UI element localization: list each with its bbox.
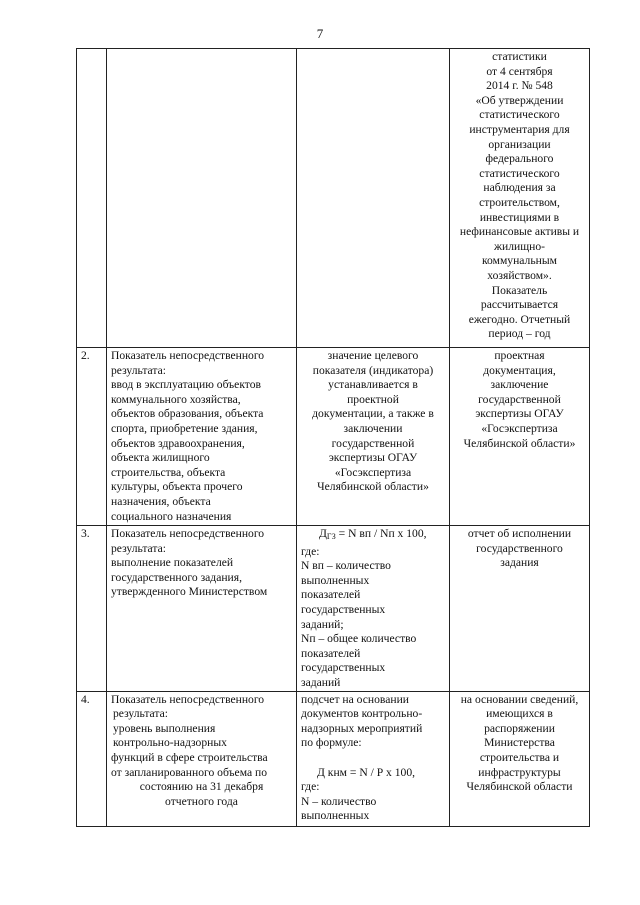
method-line: «Госэкспертиза xyxy=(334,465,412,479)
method-line: заданий; xyxy=(301,617,344,631)
source-line: статистического xyxy=(479,108,560,122)
method-line: Д кнм = N / Р х 100, xyxy=(317,765,416,779)
indicator-line: назначения, объекта xyxy=(111,494,211,508)
formula-subscript: ГЗ xyxy=(326,532,336,541)
method-line: N – количество xyxy=(301,794,377,808)
indicator-line: коммунального хозяйства, xyxy=(111,392,241,406)
source-line: коммунальным xyxy=(482,254,557,268)
row-number: 3. xyxy=(77,526,107,692)
indicator-cell xyxy=(107,49,297,348)
method-line: показателей xyxy=(301,646,361,660)
source-line: инвестициями в xyxy=(479,210,560,224)
source-line: жилищно- xyxy=(494,239,545,253)
method-line: государственных xyxy=(301,602,386,616)
source-cell xyxy=(450,49,590,348)
method-line: значение целевого xyxy=(327,349,419,362)
source-line: имеющихся в xyxy=(486,707,553,721)
table-row xyxy=(77,691,590,826)
method-line: экспертизы ОГАУ xyxy=(328,451,418,465)
source-line: статистики xyxy=(492,50,547,63)
source-cell xyxy=(450,526,590,692)
indicator-table xyxy=(76,48,590,827)
method-line: подсчет на основании xyxy=(301,692,409,706)
method-line: выполненных xyxy=(301,809,370,823)
source-line: распоряжении xyxy=(484,721,555,735)
indicator-line: результата: xyxy=(111,363,166,377)
method-line: выполненных xyxy=(301,573,370,587)
method-line: Челябинской области» xyxy=(317,480,429,494)
method-line: заключении xyxy=(343,421,403,435)
method-line: Nп – общее количество xyxy=(301,632,417,646)
source-line: наблюдения за xyxy=(483,181,556,195)
formula-line xyxy=(301,527,445,545)
method-line: устанавливается в xyxy=(328,378,418,392)
method-line: где: xyxy=(301,544,320,558)
method-line: документации, а также в xyxy=(312,407,434,421)
source-line: 2014 г. № 548 xyxy=(486,79,553,93)
source-line: организации xyxy=(488,137,551,151)
source-line: инструментария для xyxy=(469,122,570,136)
method-line: где: xyxy=(301,780,320,794)
source-line: период – год xyxy=(488,327,551,341)
indicator-line: строительства, объекта xyxy=(111,465,226,479)
source-line: хозяйством». xyxy=(487,268,552,282)
source-line: проектная xyxy=(494,349,545,362)
indicator-line: выполнение показателей xyxy=(111,556,234,570)
source-line: нефинансовые активы и xyxy=(459,225,580,239)
source-line: заключение xyxy=(490,378,549,392)
source-line: «Госэкспертиза xyxy=(481,421,558,435)
indicator-line: Показатель непосредственного xyxy=(111,692,265,706)
row-number: 4. xyxy=(77,691,107,826)
source-line: статистического xyxy=(479,166,560,180)
source-line: на основании сведений, xyxy=(460,692,579,706)
method-line: заданий xyxy=(301,675,341,689)
source-line: отчет об исполнении xyxy=(467,527,572,540)
indicator-line: отчетного года xyxy=(165,794,238,808)
source-line: государственной xyxy=(478,392,561,406)
source-line: от 4 сентября xyxy=(486,64,553,78)
source-line: строительства и xyxy=(479,750,560,764)
source-line: федерального xyxy=(485,152,554,166)
source-line: Челябинской области xyxy=(466,780,573,794)
source-cell xyxy=(450,691,590,826)
formula-rhs: = N вп / Nп х 100, xyxy=(335,527,427,540)
source-line: Министерства xyxy=(484,736,555,750)
indicator-line: результата: xyxy=(113,707,168,721)
method-cell xyxy=(297,49,450,348)
indicator-cell xyxy=(107,691,297,826)
row-number: 2. xyxy=(77,348,107,526)
source-line: Челябинской области» xyxy=(463,436,576,450)
table-row xyxy=(77,526,590,692)
method-line: показателя (индикатора) xyxy=(312,363,434,377)
source-line: «Об утверждении xyxy=(475,93,564,107)
method-line: N вп – количество xyxy=(301,559,391,573)
indicator-line: функций в сфере строительства xyxy=(111,750,268,764)
method-cell xyxy=(297,526,450,692)
source-line: задания xyxy=(500,556,539,570)
method-line: проектной xyxy=(347,392,399,406)
indicator-line: государственного задания, xyxy=(111,570,242,584)
source-line: ежегодно. Отчетный xyxy=(468,312,571,326)
indicator-line: утвержденного Министерством xyxy=(111,585,268,599)
source-line: экспертизы ОГАУ xyxy=(475,407,564,421)
indicator-line: Показатель непосредственного xyxy=(111,527,265,540)
indicator-line: спорта, приобретение здания, xyxy=(111,421,258,435)
page-number: 7 xyxy=(316,26,324,41)
method-line: по формуле: xyxy=(301,736,362,750)
indicator-line: результата: xyxy=(111,541,166,555)
method-line: показателей xyxy=(301,588,361,602)
row-number xyxy=(77,49,107,348)
table-row xyxy=(77,348,590,526)
indicator-line: контрольно-надзорных xyxy=(113,736,227,750)
source-line: Показатель xyxy=(491,283,548,297)
indicator-line: объекта жилищного xyxy=(111,451,210,465)
indicator-line: объектов образования, объекта xyxy=(111,407,264,421)
indicator-line: состоянию на 31 декабря xyxy=(139,780,264,794)
method-line: надзорных мероприятий xyxy=(301,721,423,735)
indicator-line: от запланированного объема по xyxy=(111,765,268,779)
method-line: государственных xyxy=(301,661,386,675)
source-cell xyxy=(450,348,590,526)
formula-lhs: Д xyxy=(319,527,327,540)
method-cell xyxy=(297,348,450,526)
method-line: документов контрольно- xyxy=(301,707,423,721)
source-line: строительством, xyxy=(479,195,560,209)
method-line xyxy=(301,751,445,766)
indicator-line: уровень выполнения xyxy=(113,721,216,735)
indicator-line: ввод в эксплуатацию объектов xyxy=(111,378,261,392)
indicator-line: культуры, объекта прочего xyxy=(111,480,243,494)
table-row xyxy=(77,49,590,348)
method-line: государственной xyxy=(331,436,415,450)
source-line: государственного xyxy=(476,541,563,555)
indicator-line: социального назначения xyxy=(111,509,232,523)
method-cell xyxy=(297,691,450,826)
source-line: инфраструктуры xyxy=(478,765,561,779)
source-line: рассчитывается xyxy=(480,298,559,312)
source-line: документация, xyxy=(483,363,556,377)
indicator-line: Показатель непосредственного xyxy=(111,349,265,362)
indicator-line: объектов здравоохранения, xyxy=(111,436,245,450)
indicator-cell xyxy=(107,348,297,526)
indicator-cell xyxy=(107,526,297,692)
